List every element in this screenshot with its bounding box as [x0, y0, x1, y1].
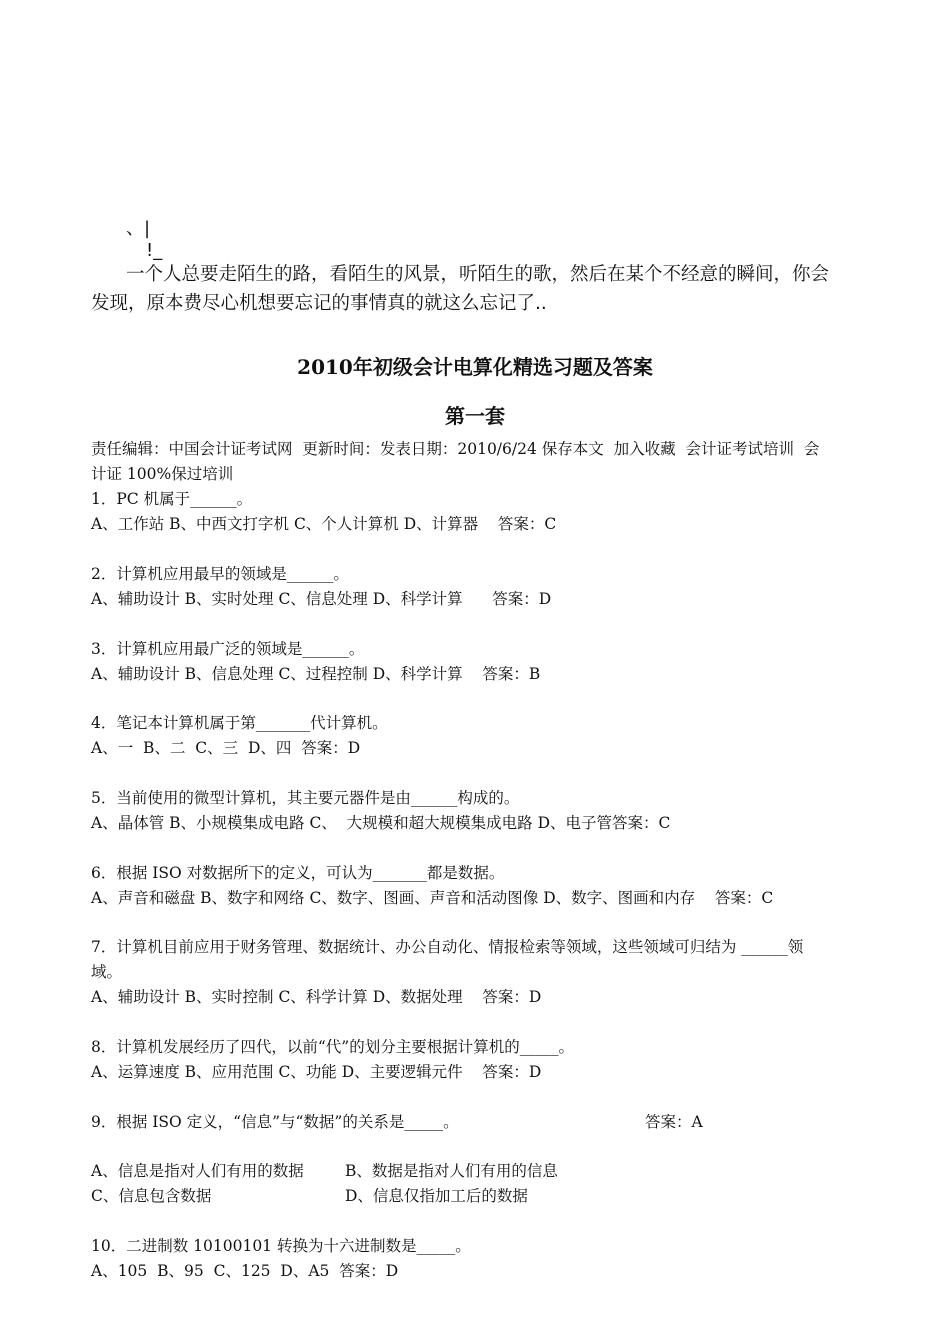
answer-line-4: A、一 B、二 C、三 D、四 答案：D — [91, 739, 361, 757]
meta-line-1: 责任编辑：中国会计证考试网 更新时间：发表日期：2010/6/24 保存本文 加入收藏 会计证考试培训 会 — [91, 440, 820, 458]
document-subtitle: 第一套 — [445, 404, 505, 428]
stray-mark-1: 、| — [126, 218, 151, 239]
answer-line-7: A、辅助设计 B、实时控制 C、科学计算 D、数据处理 答案：D — [91, 988, 542, 1006]
question-1: 1．PC 机属于______。 — [91, 490, 253, 508]
question-8: 8．计算机发展经历了四代，以前“代”的划分主要根据计算机的_____。 — [91, 1038, 574, 1056]
answer-line-10: A、105 B、95 C、125 D、A5 答案：D — [91, 1262, 399, 1280]
meta-line-2: 计证 100%保过培训 — [91, 465, 234, 483]
option-9-d: D、信息仅指加工后的数据 — [345, 1187, 528, 1205]
question-6: 6．根据 ISO 对数据所下的定义，可认为_______都是数据。 — [91, 864, 505, 882]
intro-line-2: 发现，原本费尽心机想要忘记的事情真的就这么忘记了.. — [91, 293, 547, 314]
answer-line-8: A、运算速度 B、应用范围 C、功能 D、主要逻辑元件 答案：D — [91, 1063, 542, 1081]
question-5: 5．当前使用的微型计算机，其主要元器件是由______构成的。 — [91, 789, 520, 807]
answer-line-3: A、辅助设计 B、信息处理 C、过程控制 D、科学计算 答案：B — [91, 665, 541, 683]
option-9-b: B、数据是指对人们有用的信息 — [345, 1162, 558, 1180]
question-9: 9．根据 ISO 定义，“信息”与“数据”的关系是_____。 — [91, 1113, 459, 1131]
intro-line-1: 一个人总要走陌生的路，看陌生的风景，听陌生的歌，然后在某个不经意的瞬间，你会 — [126, 264, 830, 285]
question-4: 4．笔记本计算机属于第_______代计算机。 — [91, 714, 388, 732]
answer-line-6: A、声音和磁盘 B、数字和网络 C、数字、图画、声音和活动图像 D、数字、图画和内存 答案：C — [91, 889, 774, 907]
question-2: 2．计算机应用最早的领域是______。 — [91, 565, 349, 583]
answer-line-2: A、辅助设计 B、实时处理 C、信息处理 D、科学计算 答案：D — [91, 590, 552, 608]
document-title: 2010年初级会计电算化精选习题及答案 — [297, 355, 653, 379]
answer-line-5: A、晶体管 B、小规模集成电路 C、 大规模和超大规模集成电路 D、电子管答案：C — [91, 814, 671, 832]
option-9-c: C、信息包含数据 — [91, 1187, 212, 1205]
question-7-line-2: 域。 — [91, 963, 123, 981]
answer-line-1: A、工作站 B、中西文打字机 C、个人计算机 D、计算器 答案：C — [91, 515, 557, 533]
stray-mark-2: !_ — [146, 240, 163, 261]
question-10: 10．二进制数 10100101 转换为十六进制数是_____。 — [91, 1237, 471, 1255]
answer-9: 答案：A — [645, 1113, 703, 1131]
question-3: 3．计算机应用最广泛的领域是______。 — [91, 640, 365, 658]
question-7-line-1: 7．计算机目前应用于财务管理、数据统计、办公自动化、情报检索等领域，这些领域可归结为 ______领 — [91, 938, 804, 956]
option-9-a: A、信息是指对人们有用的数据 — [91, 1162, 304, 1180]
